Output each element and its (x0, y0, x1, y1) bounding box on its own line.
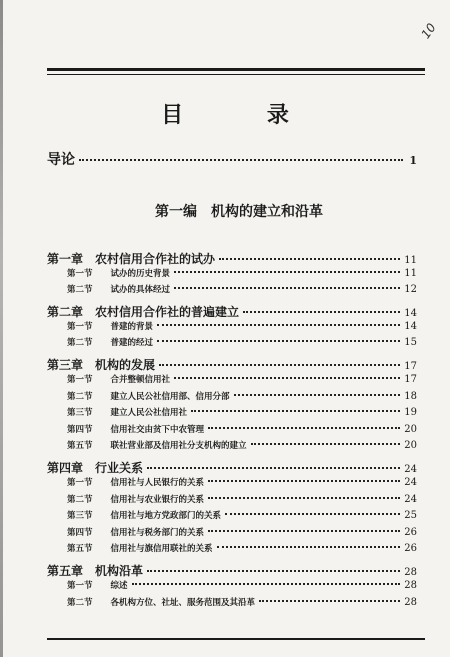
dot-leader (208, 530, 400, 532)
toc-section-entry[interactable] (67, 336, 417, 348)
entry-title: 建立人民公社信用社 (110, 408, 188, 419)
dot-leader (217, 546, 401, 548)
entry-label (67, 579, 128, 591)
toc-section-entry[interactable] (67, 439, 417, 451)
entry-page-number: 24 (404, 477, 417, 488)
entry-label (47, 250, 215, 267)
entry-title: 农村信用合作社的普遍建立 (95, 305, 240, 320)
entry-number: 第三节 (67, 408, 93, 419)
entry-page-number: 28 (404, 567, 417, 579)
entry-title: 试办的具体经过 (110, 285, 171, 296)
entry-page-number: 11 (404, 255, 417, 266)
toc-chapter-entry[interactable] (47, 303, 417, 320)
toc-section-entry[interactable] (67, 526, 417, 538)
entry-number: 第二节 (67, 338, 93, 349)
entry-title: 农村信用合作社的试办 (95, 252, 216, 266)
entry-title: 各机构方位、社址、服务范围及其沿革 (110, 597, 256, 608)
toc-chapter-entry[interactable] (47, 562, 417, 579)
entry-label (47, 303, 239, 320)
entry-page-number: 25 (404, 510, 417, 522)
intro-label: 导论 (47, 152, 75, 168)
entry-page-number: 26 (404, 543, 417, 555)
toc-section-entry[interactable] (67, 320, 417, 332)
entry-page-number: 17 (404, 374, 417, 385)
entry-number: 第二节 (67, 597, 93, 608)
entry-label (67, 493, 204, 505)
toc-chapter-entry[interactable] (47, 459, 417, 476)
entry-label (67, 476, 204, 488)
entry-title: 行业关系 (95, 461, 144, 476)
entry-title: 合并整顿信用社 (110, 375, 171, 385)
dot-leader (174, 287, 400, 289)
entry-page-number: 20 (404, 440, 417, 452)
entry-page-number: 11 (404, 267, 417, 279)
toc-chapter-entry[interactable] (47, 356, 417, 373)
entry-title: 普建的经过 (110, 338, 154, 349)
toc-chapter-entry[interactable] (47, 250, 417, 267)
entry-label (47, 356, 155, 373)
entry-number: 第一节 (67, 321, 93, 332)
entry-title: 试办的历史背景 (110, 268, 171, 279)
entry-title: 普建的背景 (110, 321, 154, 332)
entry-page-number: 26 (404, 526, 417, 538)
entry-number: 第五节 (67, 544, 93, 555)
toc-section-entry[interactable] (67, 283, 417, 295)
page-title: 目 录 (161, 103, 327, 128)
entry-title: 信用社与农业银行的关系 (110, 494, 205, 505)
entry-page-number: 19 (404, 407, 417, 419)
header-rule-thick (47, 68, 425, 71)
entry-label (67, 390, 230, 402)
toc-section-entry[interactable] (67, 267, 417, 279)
entry-title: 信用社与旗信用联社的关系 (110, 544, 213, 555)
dot-leader (159, 364, 400, 366)
toc-section-entry[interactable] (67, 373, 417, 385)
part-heading: 第一编 机构的建立和沿革 (155, 204, 323, 220)
entry-page-number: 12 (404, 284, 417, 296)
intro-page-number: 1 (409, 154, 417, 167)
dot-leader (208, 480, 400, 482)
toc-section-entry[interactable] (67, 423, 417, 435)
handwritten-page-mark: 10 (418, 20, 439, 42)
toc-section-entry[interactable] (67, 579, 417, 591)
dot-leader (219, 258, 400, 260)
dot-leader (174, 271, 400, 273)
toc-section-entry[interactable] (67, 406, 417, 418)
entry-number: 第二节 (67, 391, 93, 402)
entry-title: 信用社与地方党政部门的关系 (110, 511, 222, 522)
entry-label (67, 406, 187, 418)
entry-label (67, 283, 170, 295)
entry-label (47, 459, 143, 476)
entry-page-number: 17 (404, 361, 417, 373)
entry-number: 第四章 (47, 461, 84, 476)
entry-number: 第一节 (67, 581, 93, 591)
entry-number: 第二节 (67, 494, 93, 505)
entry-number: 第二节 (67, 285, 93, 296)
entry-label (67, 526, 204, 538)
header-rule-thin (47, 74, 425, 75)
entry-title: 联社营业部及信用社分支机构的建立 (110, 441, 247, 452)
entry-label (67, 542, 213, 554)
dot-leader (225, 513, 400, 515)
dot-leader (79, 159, 403, 161)
dot-leader (157, 340, 400, 342)
toc-section-entry[interactable] (67, 509, 417, 521)
dot-leader (147, 467, 400, 469)
dot-leader (191, 410, 400, 412)
entry-label (67, 596, 255, 608)
entry-label (67, 373, 170, 385)
dot-leader (208, 497, 400, 499)
entry-title: 信用社与税务部门的关系 (110, 527, 205, 538)
entry-number: 第一章 (47, 252, 84, 266)
entry-page-number: 15 (404, 337, 417, 349)
toc-section-entry[interactable] (67, 476, 417, 488)
dot-leader (132, 583, 401, 585)
entry-number: 第三章 (47, 358, 84, 373)
entry-number: 第一节 (67, 268, 93, 279)
dot-leader (234, 394, 401, 396)
entry-title: 建立人民公社信用部、信用分部 (110, 391, 230, 402)
entry-page-number: 24 (404, 493, 417, 505)
entry-title: 综述 (110, 581, 128, 591)
dot-leader (174, 377, 400, 379)
dot-leader (157, 324, 400, 326)
entry-title: 机构的发展 (95, 358, 156, 373)
entry-label (67, 423, 204, 435)
entry-title: 机构沿革 (95, 564, 144, 579)
entry-label (67, 267, 170, 279)
toc-section-entry[interactable] (67, 596, 417, 608)
toc-section-entry[interactable] (67, 390, 417, 402)
entry-title: 信用社与人民银行的关系 (110, 478, 205, 488)
entry-label (47, 562, 143, 579)
entry-number: 第三节 (67, 511, 93, 522)
entry-label (67, 439, 247, 451)
entry-number: 第一节 (67, 375, 93, 385)
dot-leader (251, 443, 401, 445)
footer-rule (47, 638, 425, 640)
toc-section-entry[interactable] (67, 542, 417, 554)
entry-label (67, 509, 221, 521)
dot-leader (208, 427, 400, 429)
entry-number: 第五章 (47, 564, 84, 579)
entry-page-number: 28 (404, 596, 417, 608)
entry-page-number: 18 (404, 390, 417, 402)
toc-section-entry[interactable] (67, 493, 417, 505)
entry-page-number: 28 (404, 580, 417, 591)
entry-number: 第二章 (47, 305, 84, 320)
entry-number: 第五节 (67, 441, 93, 452)
entry-number: 第四节 (67, 424, 93, 435)
dot-leader (243, 311, 400, 313)
entry-number: 第四节 (67, 527, 93, 538)
entry-label (67, 336, 153, 348)
dot-leader (147, 570, 400, 572)
entry-title: 信用社交由贫下中农管理 (110, 424, 205, 435)
toc-intro-entry[interactable] (47, 149, 417, 169)
entry-page-number: 14 (404, 320, 417, 332)
entry-number: 第一节 (67, 478, 93, 488)
entry-page-number: 24 (404, 464, 417, 476)
entry-page-number: 20 (404, 423, 417, 435)
dot-leader (259, 600, 400, 602)
entry-page-number: 14 (404, 308, 417, 320)
entry-label (67, 320, 153, 332)
